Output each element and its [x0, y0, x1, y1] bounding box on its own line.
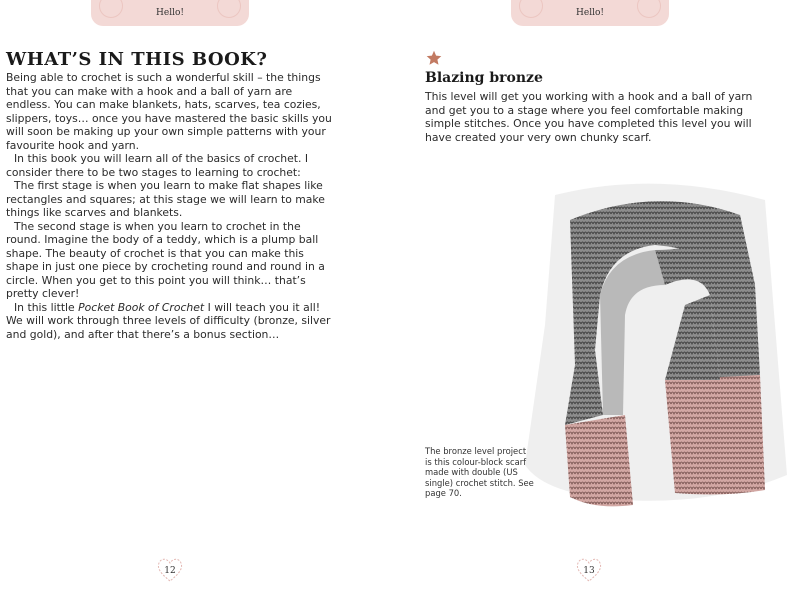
level-description: This level will get you working with a hook and a ball of yarn and get you to a stage where you feel comfortable making simple stitches. Once you have completed this level you will have created your very own chunky scarf.: [425, 90, 753, 144]
paragraph: [6, 301, 336, 342]
page-number-label: 12: [164, 566, 176, 576]
header-tab-label: Hello!: [156, 8, 184, 18]
paragraph-text: In this little: [14, 300, 79, 314]
paragraph: The first stage is when you learn to make flat shapes like rectangles and squares; at this stage we will learn to make things like scarves and blankets.: [6, 179, 325, 219]
page-heading: WHAT’S IN THIS BOOK?: [6, 49, 268, 70]
page-number-label: 13: [583, 566, 595, 576]
paragraph: The second stage is when you learn to crochet in the round. Imagine the body of a teddy, which is a plump ball shape. The beauty of crochet is that you can make this shape in just one piece by crocheting round and round in a circle. When you get to this point you will think… that’s pretty clever!: [6, 219, 325, 300]
book-title: Pocket Book of Crochet: [78, 300, 205, 314]
page-number: [155, 554, 185, 584]
header-tab: [91, 0, 249, 26]
header-tab: [511, 0, 669, 26]
paragraph-text: I will teach you it all! We will work through three levels of difficulty (bronze, silver and gold), and after that there’s a bonus section…: [6, 300, 331, 341]
body-text: [6, 71, 336, 341]
paragraph: Being able to crochet is such a wonderful skill – the things that you can make with a hook and a ball of yarn are endless. You can make blankets, hats, scarves, tea cozies, slippers, toys… once you have mastered the basic skills you will soon be making up your own simple patterns with your favourite hook and yarn.: [6, 71, 332, 152]
page-number: [574, 554, 604, 584]
level-heading: Blazing bronze: [425, 70, 543, 86]
star-icon: [426, 50, 442, 66]
scarf-illustration: [515, 175, 795, 520]
header-tab-label: Hello!: [576, 8, 604, 18]
paragraph: In this book you will learn all of the basics of crochet. I consider there to be two stages to learning to crochet:: [6, 152, 309, 179]
figure-caption: The bronze level project is this colour-block scarf made with double (US single) crochet stitch. See page 70.: [425, 446, 534, 499]
